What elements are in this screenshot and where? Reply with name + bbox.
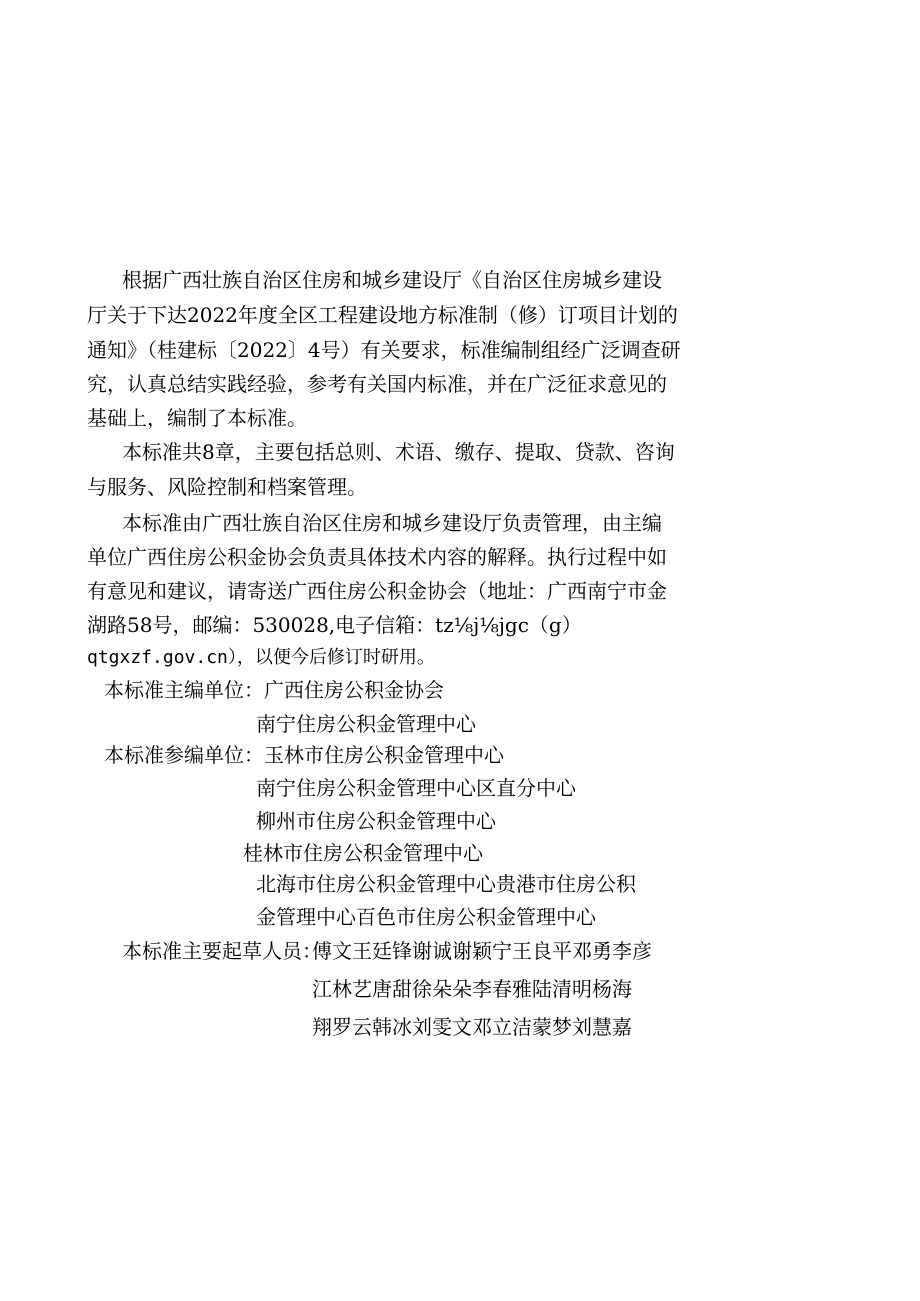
participating-units-label: 本标准参编单位： [104, 743, 264, 767]
paragraph-3-line-2: 单位广西住房公积金协会负责具体技术内容的解释。执行过程中如 [87, 545, 667, 569]
paragraph-3-line-3: 有意见和建议，请寄送广西住房公积金协会（地址：广西南宁市金 [87, 579, 667, 603]
drafters-line: 江林艺唐甜徐朵朵李春雅陆清明杨海 [312, 977, 632, 1001]
participating-unit: 金管理中心百色市住房公积金管理中心 [256, 905, 596, 929]
paragraph-2-line-1: 本标准共8章，主要包括总则、术语、缴存、提取、贷款、咨询 [122, 440, 675, 464]
drafters-label: 本标准主要起草人员： [122, 939, 322, 963]
participating-unit: 玉林市住房公积金管理中心 [264, 743, 504, 767]
drafters-line: 翔罗云韩冰刘雯文邓立洁蒙梦刘慧嘉 [312, 1015, 632, 1039]
chief-units-label: 本标准主编单位： [104, 678, 264, 702]
paragraph-3-line-1: 本标准由广西壮族自治区住房和城乡建设厅负责管理，由主编 [122, 511, 662, 535]
paragraph-1-line-5: 基础上，编制了本标准。 [87, 406, 307, 430]
paragraph-2-line-2: 与服务、风险控制和档案管理。 [87, 475, 367, 499]
paragraph-3-line-4: 湖路58号，邮编：530028,电子信箱：tz⅛j⅛jgc（g） [87, 613, 582, 637]
participating-unit: 桂林市住房公积金管理中心 [243, 841, 483, 865]
participating-unit: 柳州市住房公积金管理中心 [256, 809, 496, 833]
paragraph-1-line-2: 厅关于下达2022年度全区工程建设地方标准制（修）订项目计划的 [87, 303, 678, 327]
chief-unit: 南宁住房公积金管理中心 [256, 712, 476, 736]
chief-unit: 广西住房公积金协会 [264, 678, 444, 702]
participating-unit: 北海市住房公积金管理中心贵港市住房公积 [256, 872, 636, 896]
paragraph-1-line-4: 究，认真总结实践经验，参考有关国内标准，并在广泛征求意见的 [87, 372, 667, 396]
paragraph-3-line-5: qtgxzf.gov.cn），以便今后修订时研用。 [87, 647, 435, 668]
drafters-line: 傅文王廷锋谢诚谢颖宁王良平邓勇李彦 [312, 939, 652, 963]
paragraph-1-line-1: 根据广西壮族自治区住房和城乡建设厅《自治区住房城乡建设 [122, 268, 662, 292]
participating-unit: 南宁住房公积金管理中心区直分中心 [256, 776, 576, 800]
paragraph-1-line-3: 通知》（桂建标〔2022〕4号）有关要求，标准编制组经广泛调查研 [87, 338, 681, 362]
